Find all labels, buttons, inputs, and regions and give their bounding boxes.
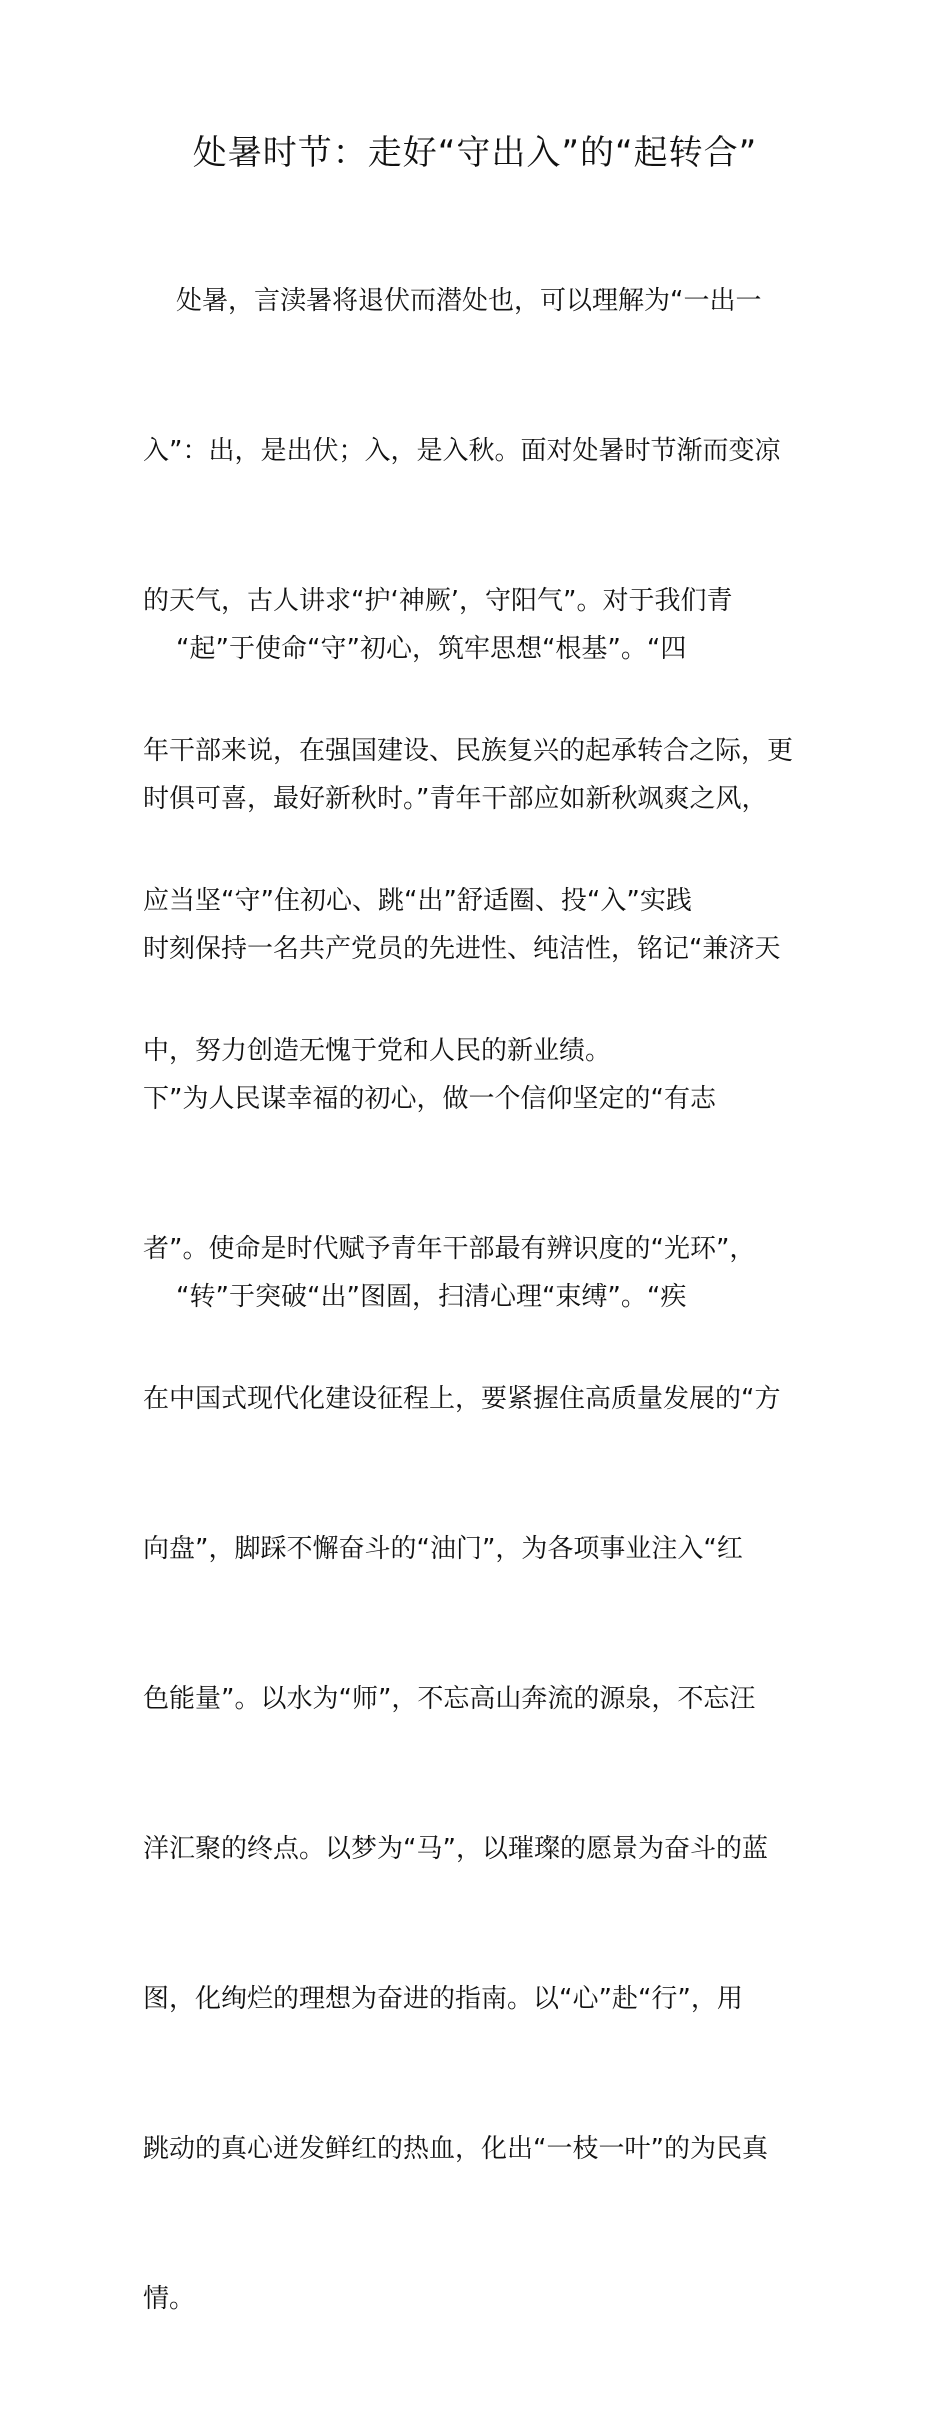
text-line: 者”。使命是时代赋予青年干部最有辨识度的“光环”， [143,1234,756,1264]
text-line: 时俱可喜，最好新秋时。”青年干部应如新秋飒爽之风， [143,784,768,814]
text-line: 时刻保持一名共产党员的先进性、纯洁性，铭记“兼济天 [143,934,781,964]
text-line: “起”于使命“守”初心，筑牢思想“根基”。“四 [143,634,687,664]
text-line: 应当坚“守”住初心、跳“出”舒适圈、投“入”实践 [143,886,692,916]
text-line: 跳动的真心迸发鲜红的热血，化出“一枝一叶”的为民真 [143,2134,768,2164]
text-line: 图，化绚烂的理想为奋进的指南。以“心”赴“行”，用 [143,1984,743,2014]
paragraph-qi [143,524,805,2424]
paragraph-zhuan [143,1172,805,1422]
document-title: 处暑时节：走好“守出入”的“起转合” [192,133,758,173]
text-line: 处暑，言渎暑将退伏而潜处也，可以理解为“一出一 [143,286,762,316]
text-line: “转”于突破“出”图圄，扫清心理“束缚”。“疾 [143,1282,687,1312]
text-line: 在中国式现代化建设征程上，要紧握住高质量发展的“方 [143,1384,781,1414]
text-line: 向盘”，脚踩不懈奋斗的“油门”，为各项事业注入“红 [143,1534,743,1564]
text-line: 中，努力创造无愧于党和人民的新业绩。 [143,1036,612,1066]
text-line: 色能量”。以水为“师”，不忘高山奔流的源泉，不忘汪 [143,1684,756,1714]
text-line: 的天气，古人讲求“护‘神厥’，守阳气”。对于我们青 [143,586,733,616]
text-line: 下”为人民谋幸福的初心，做一个信仰坚定的“有志 [143,1084,716,1114]
text-line: 洋汇聚的终点。以梦为“马”，以璀璨的愿景为奋斗的蓝 [143,1834,768,1864]
text-line: 入”：出，是出伏；入，是入秋。面对处暑时节渐而变凉 [143,436,781,466]
text-line: 年干部来说，在强国建设、民族复兴的起承转合之际，更 [143,736,794,766]
text-line: 情。 [143,2284,196,2314]
